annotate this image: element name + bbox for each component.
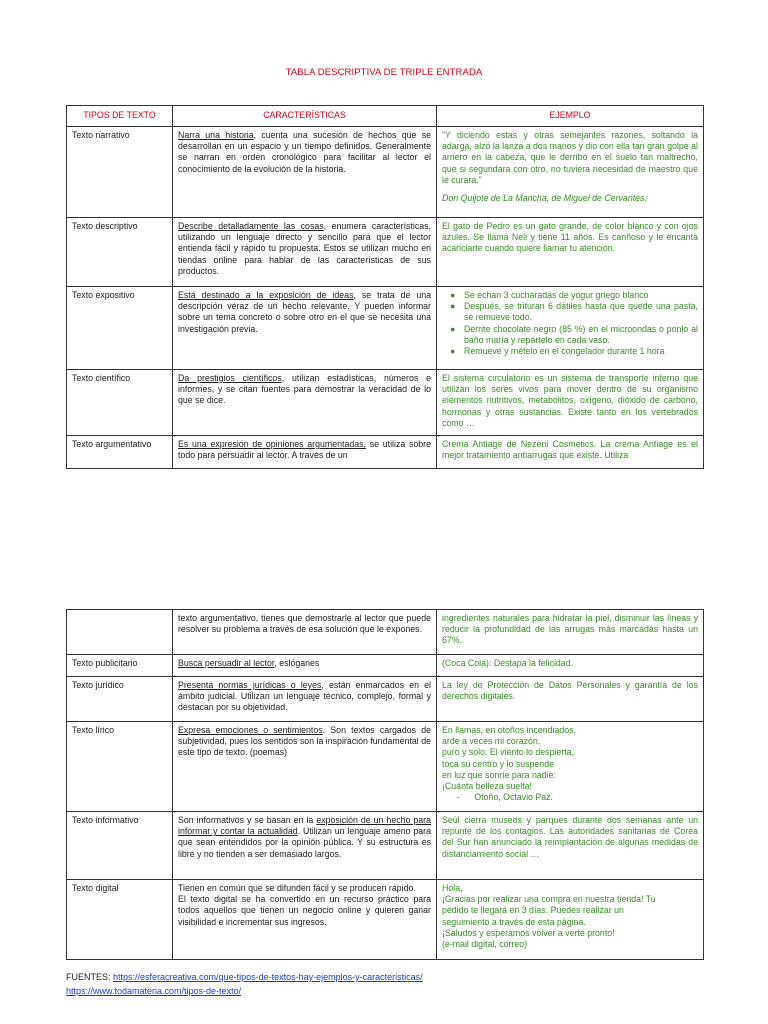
char-pre: Son informativos y se basan en la [178,815,317,825]
row-characteristics: Tienen en común que se difunden fácil y se producen rápido. El texto digital se ha convertido en un recurso práctico para todos aquellos que tienen un negocio online y quieren ganar visibilidad e incrementar sus ingresos. [173,880,437,960]
source-link-1[interactable]: https://esferacreativa.com/que-tipos-de-textos-hay-ejemplos-y-caracteristicas/ [113,972,423,982]
email-line: ¡Saludos y esperamos volver a verte pronto! [442,927,615,938]
row-type: Texto informativo [67,812,173,880]
list-item-text: Se echan 3 cucharadas de yogur griego blanco [464,290,649,300]
row-type: Texto digital [67,880,173,960]
row-example: ingredientes naturales para hidratar la piel, disminuir las líneas y reducir la profundidad de las arrugas más marcadas hasta un 67%. [437,610,704,655]
table-row [67,677,704,722]
row-characteristics [173,436,437,469]
list-item [450,301,698,323]
table-row [67,880,704,960]
row-characteristics: texto argumentativo, tienes que demostrarle al lector que puede resolver su problema a través de esa solución que le expones. [173,610,437,655]
triple-entry-table [66,105,704,469]
row-example: El sistema circulatorio es un sistema de transporte interno que utilizan los seres vivos para mover dentro de su organismo elementos nutritivos, metabolitos, oxígeno, dióxido de carbono, hormonas y otras sustancias. Existe tanto en los vertebrados como … [437,370,704,436]
table-header-row [67,106,704,127]
row-example [437,722,704,812]
row-type: Texto argumentativo [67,436,173,469]
row-type: Texto publicitario [67,655,173,677]
row-example [437,127,704,218]
poem-line: toca su centro y lo suspende [442,758,554,769]
table-row [67,218,704,287]
row-characteristics [173,370,437,436]
page-title: TABLA DESCRIPTIVA DE TRIPLE ENTRADA [285,67,483,78]
char-lead: Narra una historia [178,130,254,140]
row-type [67,610,173,655]
row-example: El gato de Pedro es un gato grande, de color blanco y con ojos azules. Se llama Neli y tiene 11 años. Es cariñoso y le encanta acariciarte cuando quiere llamar tu atención. [437,218,704,287]
poem-line: puro y solo. El viento lo despierta, [442,747,575,758]
sources [66,970,423,998]
row-type: Texto descriptivo [67,218,173,287]
poem-line: En llamas, en otoños incendiados, [442,725,576,735]
char-lead: Describe detalladamente las cosas [178,221,324,231]
table-row [67,610,704,655]
char-lead: exposición de un hecho para informar y contar la actualidad [178,815,431,837]
list-item-text: Remueve y mételo en el congelador durante 1 hora [464,346,665,357]
email-line: seguimiento a través de esta página. [442,916,586,927]
char-text: . Utilizan un lenguaje ameno para que sean entendidos por la opinión pública. Y su estructura es libre y no tienden a ser demasiado largos. [178,826,432,859]
poem-attribution: - Otoño, Octavio Paz. [442,792,553,803]
triple-entry-table-continued [66,609,704,960]
table-row [67,127,704,218]
email-line: pedido te llegará en 3 días. Puedes realizar un [442,905,624,916]
row-example: Seúl cierra museos y parques durante dos semanas ante un repunte de los contagios. Las autoridades sanitarias de Corea del Sur han anunciado la reimplantación de algunas medidas de distanciamiento social … [437,812,704,880]
poem-line: en luz que sonríe para nadie: [442,769,556,780]
list-item [450,323,698,346]
char-text: , están enmarcados en el ámbito judicial. Utilizan un lenguaje técnico, complejo, formal y destacan por su objetividad. [178,680,431,713]
row-example: Crema Antiage de Nezeni Cosmetics. La crema Antiage es el mejor tratamiento antiarrugas que existe. Utiliza [437,436,704,469]
row-example [437,287,704,370]
table-row [67,812,704,880]
char-lead: Da prestigios científicos [178,373,282,383]
row-example: La ley de Protección de Datos Personales y garantía de los derechos digitales. [437,677,704,722]
email-line: (e-mail digital, correo) [442,939,528,950]
list-item-text: Después, se trituran 6 dátiles hasta que quede una pasta, se remueve todo. [464,301,698,323]
row-characteristics [173,677,437,722]
table-row [67,655,704,677]
source-link-2[interactable]: https://www.todamateria.com/tipos-de-texto/ [66,986,242,996]
row-type: Texto narrativo [67,127,173,218]
char-text: , se trata de una descripción veraz de un hecho relevante. Y pueden informar sobre un tema concreto o sobre otro en el que se necesita una investigación previa. [178,290,431,334]
char-lead: Busca persuadir al lector [178,658,275,668]
email-line: ¡Gracias por realizar una compra en nuestra tienda! Tu [442,894,656,905]
char-text: se utiliza sobre todo para persuadir al lector. A través de un [178,439,432,461]
row-characteristics [173,722,437,812]
header-example: EJEMPLO [437,106,704,127]
email-line: Hola, [442,883,463,893]
row-characteristics [173,127,437,218]
char-lead: Es una expresión de opiniones argumentadas, [178,439,366,449]
char-text: , cuenta una sucesión de hechos que se desarrollan en un espacio y un tiempo definidos. Generalmente se narran en orden cronológico para facilitar al lector el conocimiento de la evolución de la historia. [178,130,431,174]
list-item-text: Derrite chocolate negro (85 %) en el microondas o ponlo al baño maría y repártelo en cada vaso. [464,323,698,345]
char-lead: Expresa emociones o sentimientos [178,725,323,735]
row-type: Texto jurídico [67,677,173,722]
bullet-icon: ● [450,301,456,312]
table-row [67,287,704,370]
char-lead: Está destinado a la exposición de ideas [178,290,354,300]
example-bullet-list [442,290,698,357]
list-item [450,346,698,357]
row-example: (Coca Cola): Destapa la felicidad. [437,655,704,677]
row-characteristics [173,655,437,677]
char-lead: Presenta normas jurídicas o leyes [178,680,322,690]
row-type: Texto expositivo [67,287,173,370]
char-text: , eslóganes [274,658,320,668]
bullet-icon: ● [450,323,456,334]
bullet-icon: ● [450,346,456,357]
poem-line: ¡Cuánta belleza suelta! [442,781,532,792]
row-characteristics [173,218,437,287]
row-characteristics [173,287,437,370]
header-characteristics: CARACTERÍSTICAS [173,106,437,127]
row-characteristics [173,812,437,880]
list-item [450,290,698,301]
table-row [67,722,704,812]
bullet-icon: ● [450,290,456,300]
char-text: , utilizan estadísticas, números e informes, y se citan fuentes para demostrar la veracidad de lo que se dice. [178,373,431,406]
row-type: Texto científico [67,370,173,436]
example-signature: Don Quijote de La Mancha, de Miguel de Cervantes. [442,193,647,204]
row-type: Texto lírico [67,722,173,812]
char-text: , enumera características, utilizando un lenguaje directo y sencillo para que el lector entienda fácil y rápido tu propuesta. Estos se utilizan mucho en tiendas online para hablar de las características de sus productos. [178,221,431,276]
row-example [437,880,704,960]
table-row [67,370,704,436]
header-types: TIPOS DE TEXTO [67,106,173,127]
example-text: “Y diciendo estas y otras semejantes razones, soltando la adarga, alzó la lanza a dos manos y dio con ella tan gran golpe al arriero en la cabeza, que le derribó en el suelo tan maltrecho, que si segundara con otro, no tuviera necesidad de maestro que le curara.” [442,130,698,185]
char-text: . Son textos cargados de subjetividad, pues los sentidos son la inspiración fundamental de este tipo de texto. (poemas) [178,725,431,758]
sources-label: FUENTES: [66,972,114,982]
poem-line: arde a veces mi corazón, [442,736,541,747]
table-row [67,436,704,469]
